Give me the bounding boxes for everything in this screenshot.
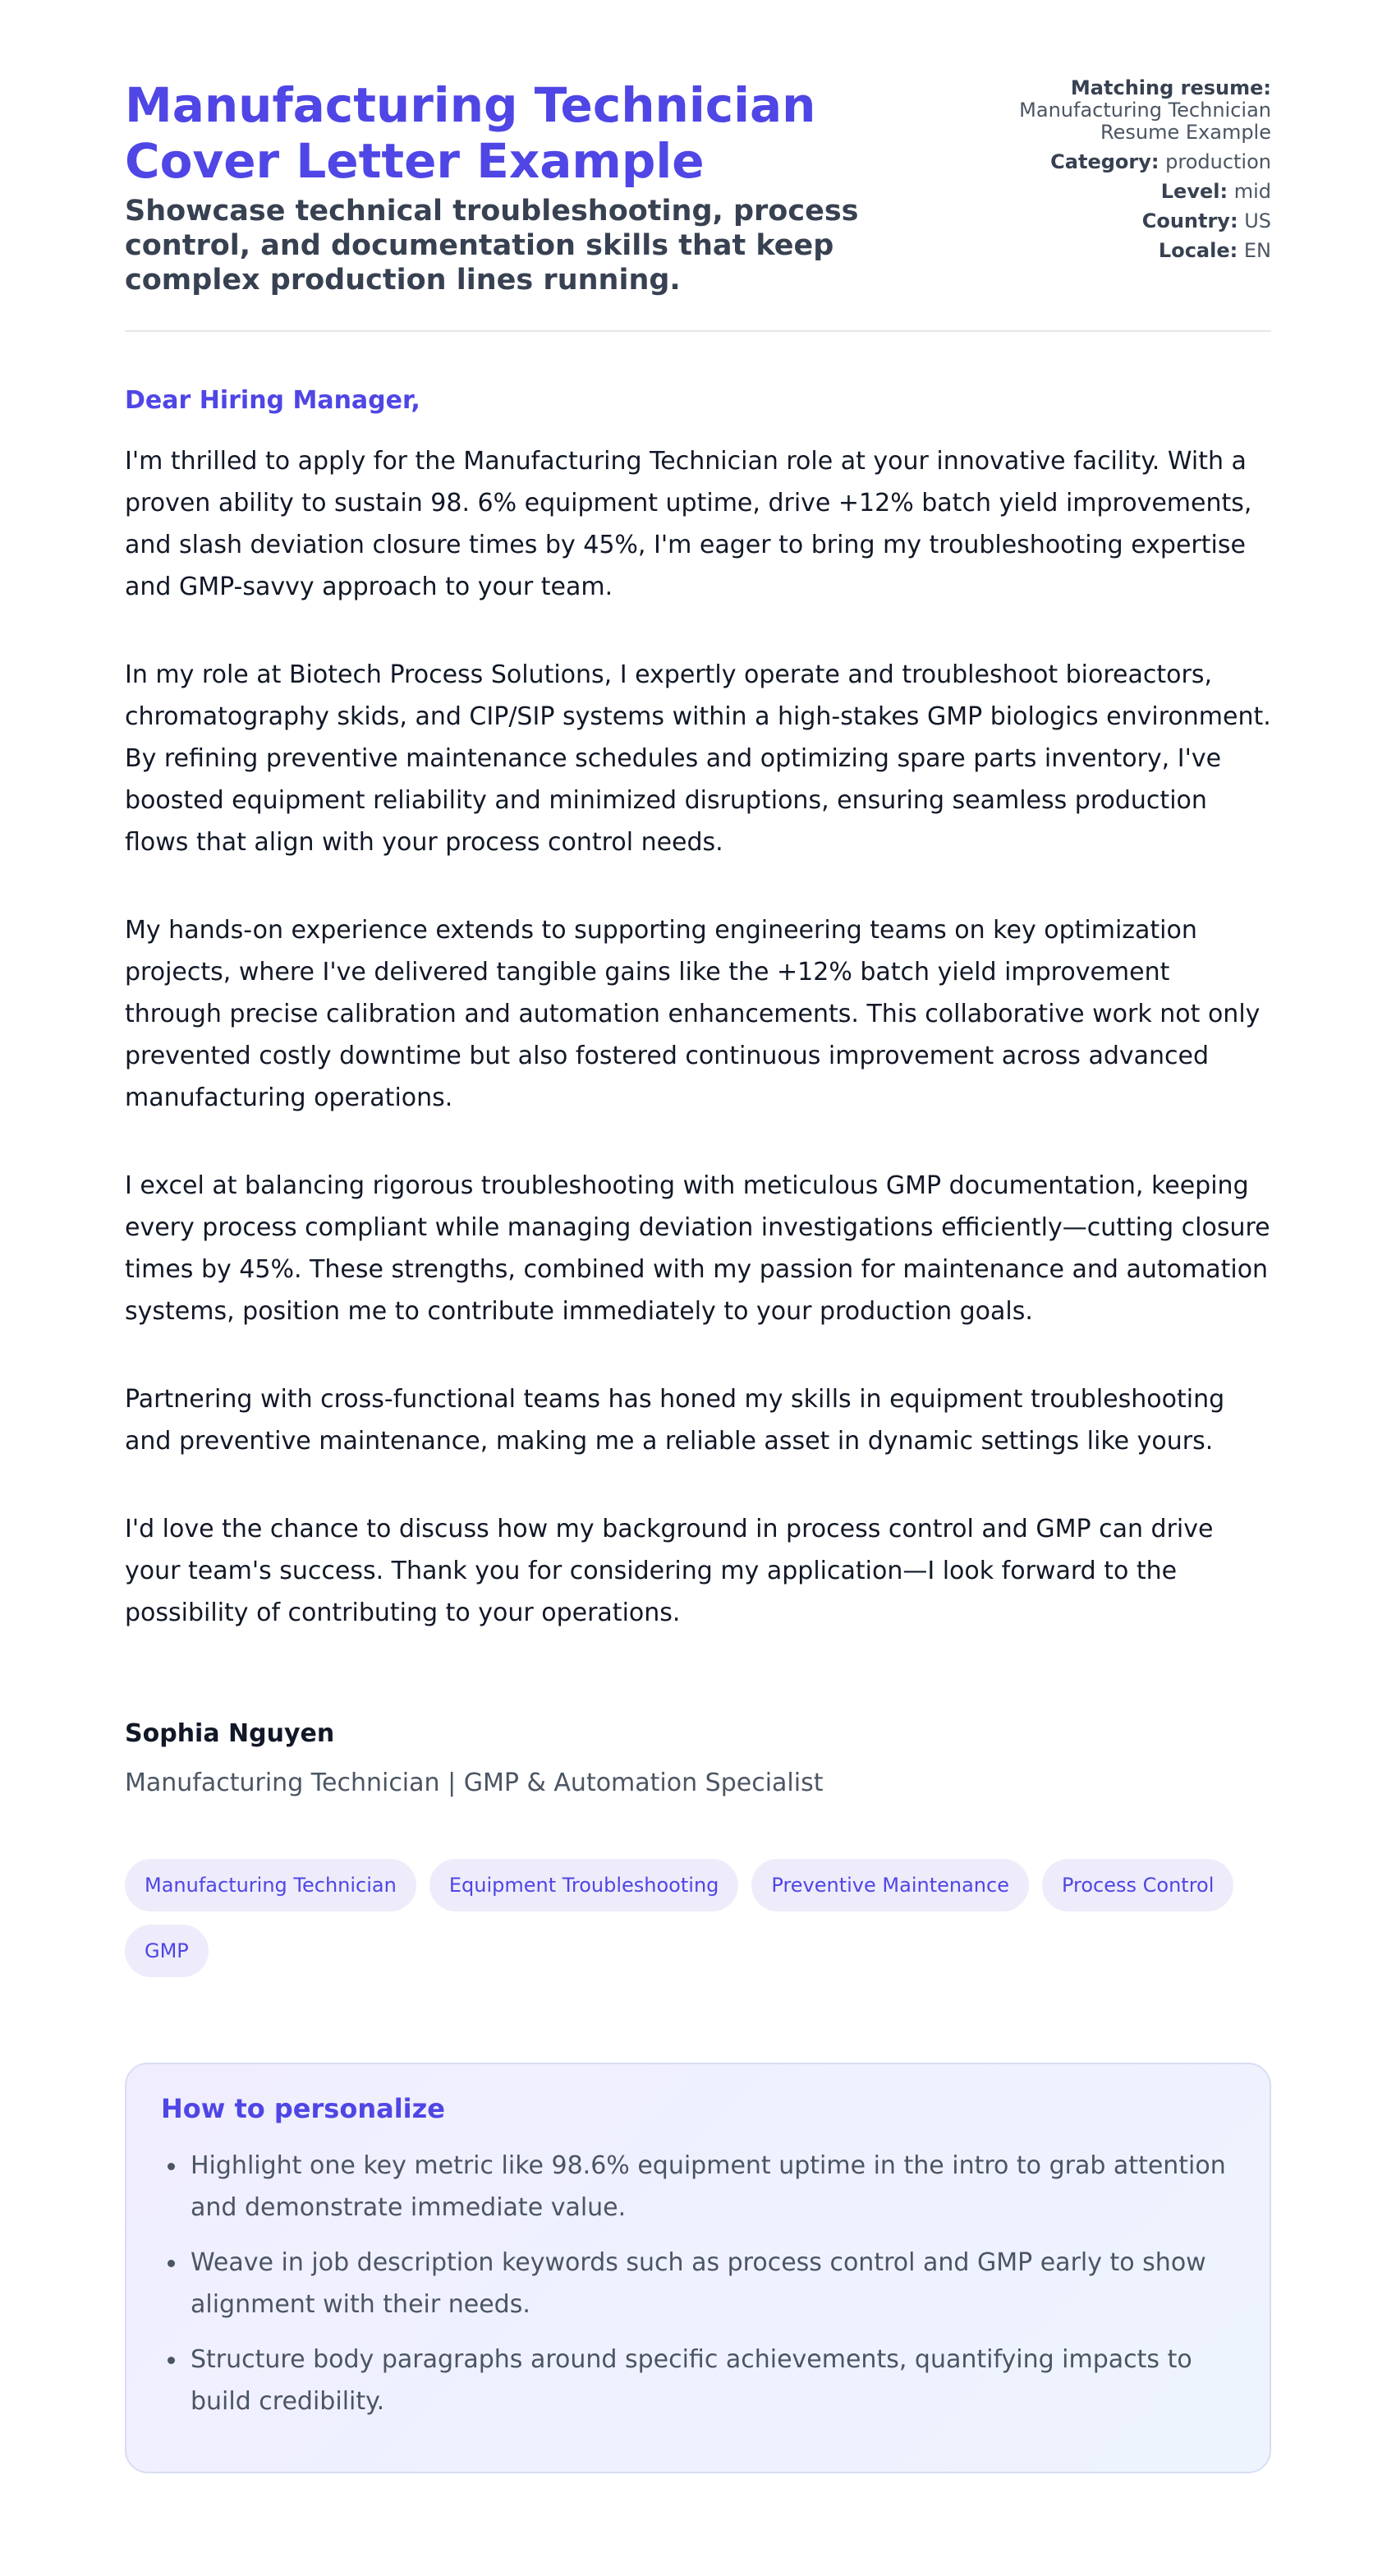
- tips-list: [161, 2145, 1235, 2422]
- meta-level-value: mid: [1233, 180, 1271, 203]
- meta-locale-value: EN: [1243, 239, 1271, 262]
- tag-preventive-maintenance: Preventive Maintenance: [751, 1859, 1029, 1911]
- tag-process-control: Process Control: [1042, 1859, 1233, 1911]
- tip-item: Weave in job description keywords such as process control and GMP early to show alignment with their needs.: [191, 2242, 1235, 2325]
- signature-block: [125, 1719, 1271, 1798]
- letter-paragraph: I'd love the chance to discuss how my background in process control and GMP can drive your team's success. Thank you for considering my application—I look forward to the possibility of contributing to your operations.: [125, 1515, 1214, 1627]
- letter-paragraph: Partnering with cross-functional teams has honed my skills in equipment troubleshooting and preventive maintenance, making me a reliable asset in dynamic settings like yours.: [125, 1385, 1225, 1456]
- letter-paragraph: I'm thrilled to apply for the Manufacturing Technician role at your innovative facility. With a proven ability to sustain 98. 6% equipment uptime, drive +12% batch yield improvements, and slash deviation closure times by 45%, I'm eager to bring my troubleshooting expertise and GMP-savvy approach to your team.: [125, 447, 1252, 601]
- meta-country-value: US: [1244, 209, 1271, 232]
- page-title: Manufacturing Technician Cover Letter Example: [125, 77, 816, 189]
- meta-locale: [976, 240, 1271, 262]
- keyword-tags: [125, 1859, 1271, 1977]
- letter-body: [125, 440, 1271, 1634]
- meta-level-label: Level:: [1160, 180, 1228, 203]
- letter-paragraph: I excel at balancing rigorous troubleshooting with meticulous GMP documentation, keeping every process compliant while managing deviation investigations efficiently—cutting closure times by 45%. These strengths, combined with my passion for maintenance and automation systems, position me to contribute immediately to your production goals.: [125, 1171, 1270, 1326]
- tips-heading: How to personalize: [161, 2093, 445, 2124]
- tag-gmp: GMP: [125, 1925, 209, 1977]
- meta-category: [976, 151, 1271, 173]
- meta-matching-resume: [976, 77, 1271, 144]
- tag-manufacturing-technician: Manufacturing Technician: [125, 1859, 416, 1911]
- personalize-tips-box: [125, 2063, 1271, 2473]
- meta-locale-label: Locale:: [1158, 239, 1238, 262]
- tip-item: Structure body paragraphs around specific achievements, quantifying impacts to build credibility.: [191, 2339, 1235, 2422]
- signature-title: Manufacturing Technician | GMP & Automation Specialist: [125, 1769, 824, 1797]
- signature-name: Sophia Nguyen: [125, 1719, 335, 1748]
- letter-paragraph: My hands-on experience extends to supporting engineering teams on key optimization projects, where I've delivered tangible gains like the +12% batch yield improvement through precise calibration and automation enhancements. This collaborative work not only prevented costly downtime but also fostered continuous improvement across advanced manufacturing operations.: [125, 916, 1261, 1112]
- tag-equipment-troubleshooting: Equipment Troubleshooting: [429, 1859, 739, 1911]
- meta-category-label: Category:: [1050, 150, 1160, 173]
- meta-matching-resume-label: Matching resume:: [1070, 76, 1271, 99]
- meta-country: [976, 210, 1271, 232]
- meta-country-label: Country:: [1141, 209, 1238, 232]
- meta-category-value: production: [1165, 150, 1271, 173]
- letter-greeting: Dear Hiring Manager,: [125, 386, 420, 415]
- letter-paragraph: In my role at Biotech Process Solutions, I expertly operate and troubleshoot bioreactors, chromatography skids, and CIP/SIP systems within a high-stakes GMP biologics environment. By refining preventive maintenance schedules and optimizing spare parts inventory, I've boosted equipment reliability and minimized disruptions, ensuring seamless production flows that align with your process control needs.: [125, 660, 1271, 857]
- metadata-panel: [976, 77, 1271, 269]
- header-divider: [125, 330, 1271, 332]
- meta-level: [976, 181, 1271, 203]
- page-subtitle: Showcase technical troubleshooting, process control, and documentation skills that keep complex production lines running.: [125, 195, 859, 297]
- page-header: [125, 0, 1271, 297]
- title-block: [125, 77, 976, 297]
- tip-item: Highlight one key metric like 98.6% equipment uptime in the intro to grab attention and demonstrate immediate value.: [191, 2145, 1235, 2229]
- meta-matching-resume-value: Manufacturing Technician Resume Example: [1019, 99, 1271, 144]
